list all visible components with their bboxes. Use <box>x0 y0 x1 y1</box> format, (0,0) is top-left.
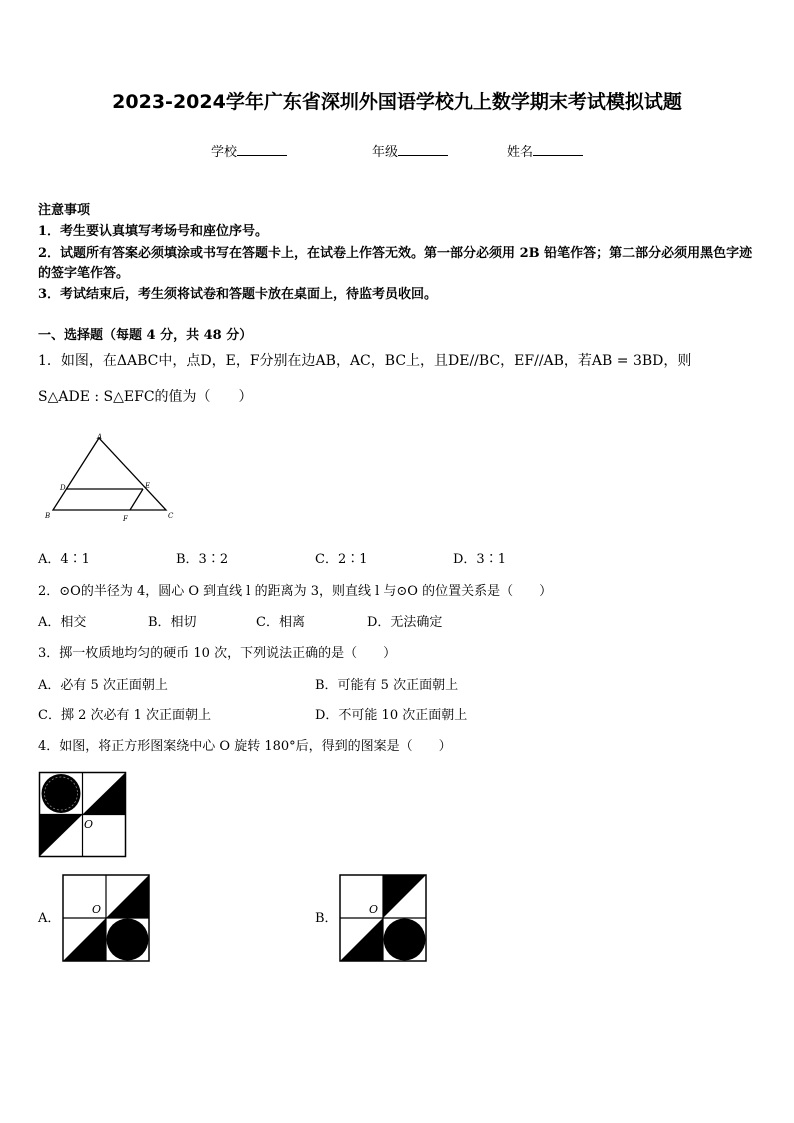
q4-a-label-o: O <box>92 903 102 916</box>
name-label: 姓名 <box>507 145 534 160</box>
label-f: F <box>123 515 128 523</box>
q1-option-d[interactable]: D．3∶1 <box>453 552 506 567</box>
q4-option-b-label[interactable]: B． <box>315 911 338 926</box>
label-c: C <box>168 512 174 520</box>
page-title: 2023-2024学年广东省深圳外国语学校九上数学期末考试模拟试题 <box>112 91 682 113</box>
q1-text2: S△ADE : S△EFC的值为（ ） <box>38 389 253 405</box>
notice-item-1: 1．考生要认真填写考场号和座位序号。 <box>38 224 269 239</box>
q2-option-d[interactable]: D．无法确定 <box>367 615 443 630</box>
q4-b-circle <box>384 919 426 961</box>
q1-option-c[interactable]: C．2∶1 <box>315 552 368 567</box>
triangle-abc <box>53 438 166 510</box>
notice-item-2: 2．试题所有答案必须填涂或书写在答题卡上，在试卷上作答无效。第一部分必须用 2B 铅笔作答；第二部分必须用黑色字迹的签字笔作答。 <box>38 246 753 281</box>
q2-option-b[interactable]: B．相切 <box>148 615 197 630</box>
q1-triangle-figure <box>38 430 188 530</box>
label-e: E <box>145 482 151 490</box>
q1-option-a[interactable]: A．4∶1 <box>38 552 90 567</box>
school-label: 学校 <box>211 145 238 160</box>
q4-a-circle <box>107 919 149 961</box>
name-field <box>507 141 583 160</box>
label-d: D <box>60 484 66 492</box>
label-b: B <box>45 512 51 520</box>
notice-item-3: 3．考试结束后，考生须将试卷和答题卡放在桌面上，待监考员收回。 <box>38 287 438 302</box>
grade-label: 年级 <box>372 145 399 160</box>
q4-option-b-figure[interactable] <box>339 874 427 962</box>
q4-b-label-o: O <box>369 903 379 916</box>
grade-blank[interactable] <box>398 143 448 156</box>
q2-option-c[interactable]: C．相离 <box>256 615 305 630</box>
segment-ef <box>130 489 143 510</box>
q2-text: 2．⊙O的半径为 4，圆心 O 到直线 l 的距离为 3，则直线 l 与⊙O 的位置关系是（ ） <box>38 584 553 599</box>
q1-text: 1．如图，在ΔABC中，点D，E，F分别在边AB，AC，BC上，且DE//BC，EF//AB，若AB = 3BD，则 <box>38 353 692 369</box>
q4-text: 4．如图，将正方形图案绕中心 O 旋转 180°后，得到的图案是（ ） <box>38 739 452 754</box>
notice-heading: 注意事项 <box>38 203 91 218</box>
q2-option-a[interactable]: A．相交 <box>38 615 87 630</box>
q3-option-d[interactable]: D．不可能 10 次正面朝上 <box>315 708 468 723</box>
label-a: A <box>97 433 103 441</box>
q4-original-figure <box>38 771 128 859</box>
school-blank[interactable] <box>237 143 287 156</box>
q4-orig-circle <box>42 774 81 813</box>
q3-option-b[interactable]: B．可能有 5 次正面朝上 <box>315 678 459 693</box>
q3-text: 3．掷一枚质地均匀的硬币 10 次，下列说法正确的是（ ） <box>38 646 397 661</box>
section1-heading: 一、选择题（每题 4 分，共 48 分） <box>38 328 253 343</box>
q4-option-a-figure[interactable] <box>62 874 150 962</box>
school-field <box>211 141 287 160</box>
q3-option-a[interactable]: A．必有 5 次正面朝上 <box>38 678 168 693</box>
q4-option-a-label[interactable]: A． <box>38 911 61 926</box>
grade-field <box>372 141 448 160</box>
q3-option-c[interactable]: C．掷 2 次必有 1 次正面朝上 <box>38 708 212 723</box>
q4-orig-label-o: O <box>84 818 94 831</box>
name-blank[interactable] <box>533 143 583 156</box>
q1-option-b[interactable]: B．3∶2 <box>176 552 229 567</box>
